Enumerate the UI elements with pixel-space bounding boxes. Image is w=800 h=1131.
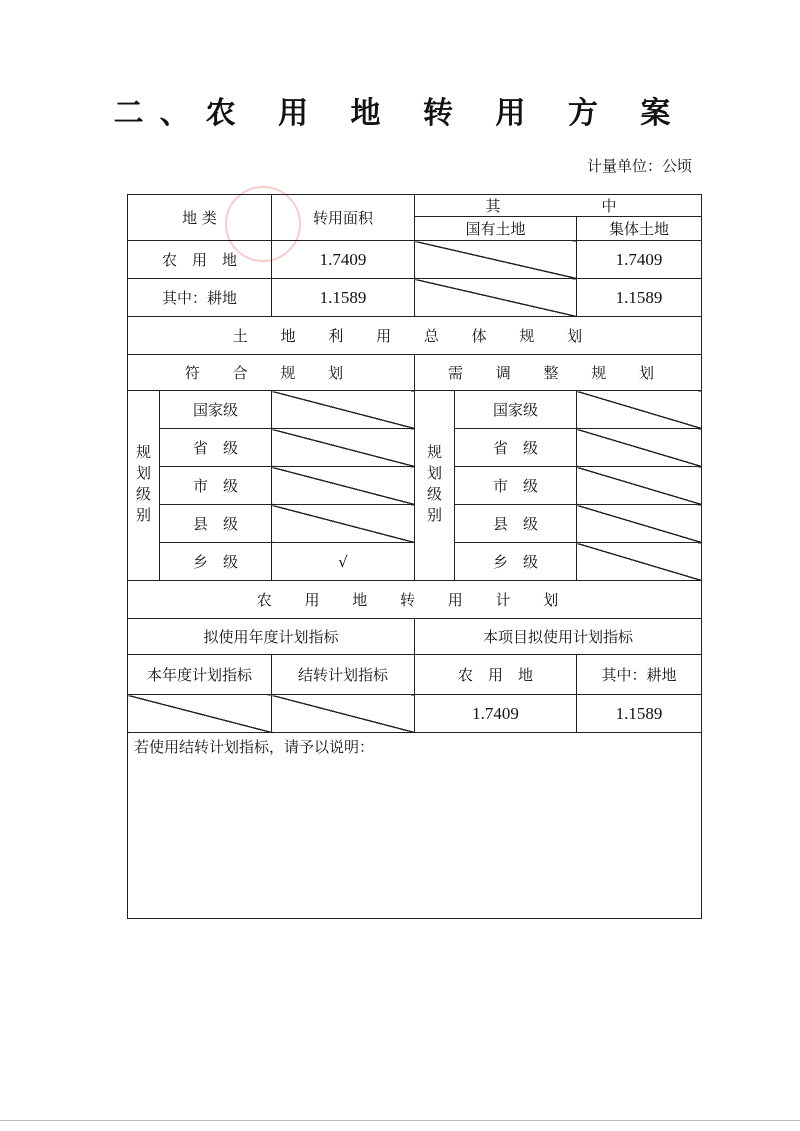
conform-city [272,467,415,505]
project-cultivated-value: 1.1589 [577,695,702,733]
plan-level-label-right: 规划级别 [415,391,455,581]
conversion-plan-table [127,194,702,919]
cultivated-area: 1.1589 [272,279,415,317]
header-state-land: 国有土地 [415,217,577,241]
adjust-township [577,543,702,581]
level-city-right: 市 级 [455,467,577,505]
adjust-county [577,505,702,543]
adjust-national [577,391,702,429]
agricultural-state-empty [415,241,577,279]
annual-quota-header: 本年度计划指标 [128,655,272,695]
level-province-right: 省 级 [455,429,577,467]
level-township-left: 乡 级 [160,543,272,581]
cultivated-header: 其中：耕地 [577,655,702,695]
adjust-plan-header: 需 调 整 规 划 [415,355,702,391]
conform-plan-header: 符 合 规 划 [128,355,415,391]
page-bottom-rule [0,1120,800,1121]
row-label-cultivated: 其中：耕地 [128,279,272,317]
level-province-left: 省 级 [160,429,272,467]
conform-township-check: √ [272,543,415,581]
plan-level-label-left: 规划级别 [128,391,160,581]
carryover-explanation-prompt: 若使用结转计划指标，请予以说明： [134,738,375,756]
land-use-plan-title: 土 地 利 用 总 体 规 划 [128,317,702,355]
level-county-left: 县 级 [160,505,272,543]
level-county-right: 县 级 [455,505,577,543]
header-of-which: 其 中 [415,195,702,217]
cultivated-state-empty [415,279,577,317]
project-agri-land-value: 1.7409 [415,695,577,733]
carryover-quota-header: 结转计划指标 [272,655,415,695]
level-national-left: 国家级 [160,391,272,429]
planned-annual-quota-header: 拟使用年度计划指标 [128,619,415,655]
adjust-province [577,429,702,467]
agricultural-area: 1.7409 [272,241,415,279]
level-national-right: 国家级 [455,391,577,429]
agricultural-collective: 1.7409 [577,241,702,279]
level-township-right: 乡 级 [455,543,577,581]
conform-county [272,505,415,543]
row-label-agricultural: 农 用 地 [128,241,272,279]
page-title: 二、农 用 地 转 用 方 案 [113,96,687,131]
conversion-plan-title: 农 用 地 转 用 计 划 [128,581,702,619]
annual-quota-empty [128,695,272,733]
adjust-city [577,467,702,505]
agri-land-header: 农 用 地 [415,655,577,695]
level-city-left: 市 级 [160,467,272,505]
header-area: 转用面积 [272,195,415,241]
header-land-type: 地 类 [128,195,272,241]
carryover-explanation-box [128,733,702,919]
conform-national [272,391,415,429]
cultivated-collective: 1.1589 [577,279,702,317]
measurement-unit: 计量单位：公顷 [586,157,692,175]
conform-province [272,429,415,467]
carryover-quota-empty [272,695,415,733]
header-collective-land: 集体土地 [577,217,702,241]
project-planned-quota-header: 本项目拟使用计划指标 [415,619,702,655]
